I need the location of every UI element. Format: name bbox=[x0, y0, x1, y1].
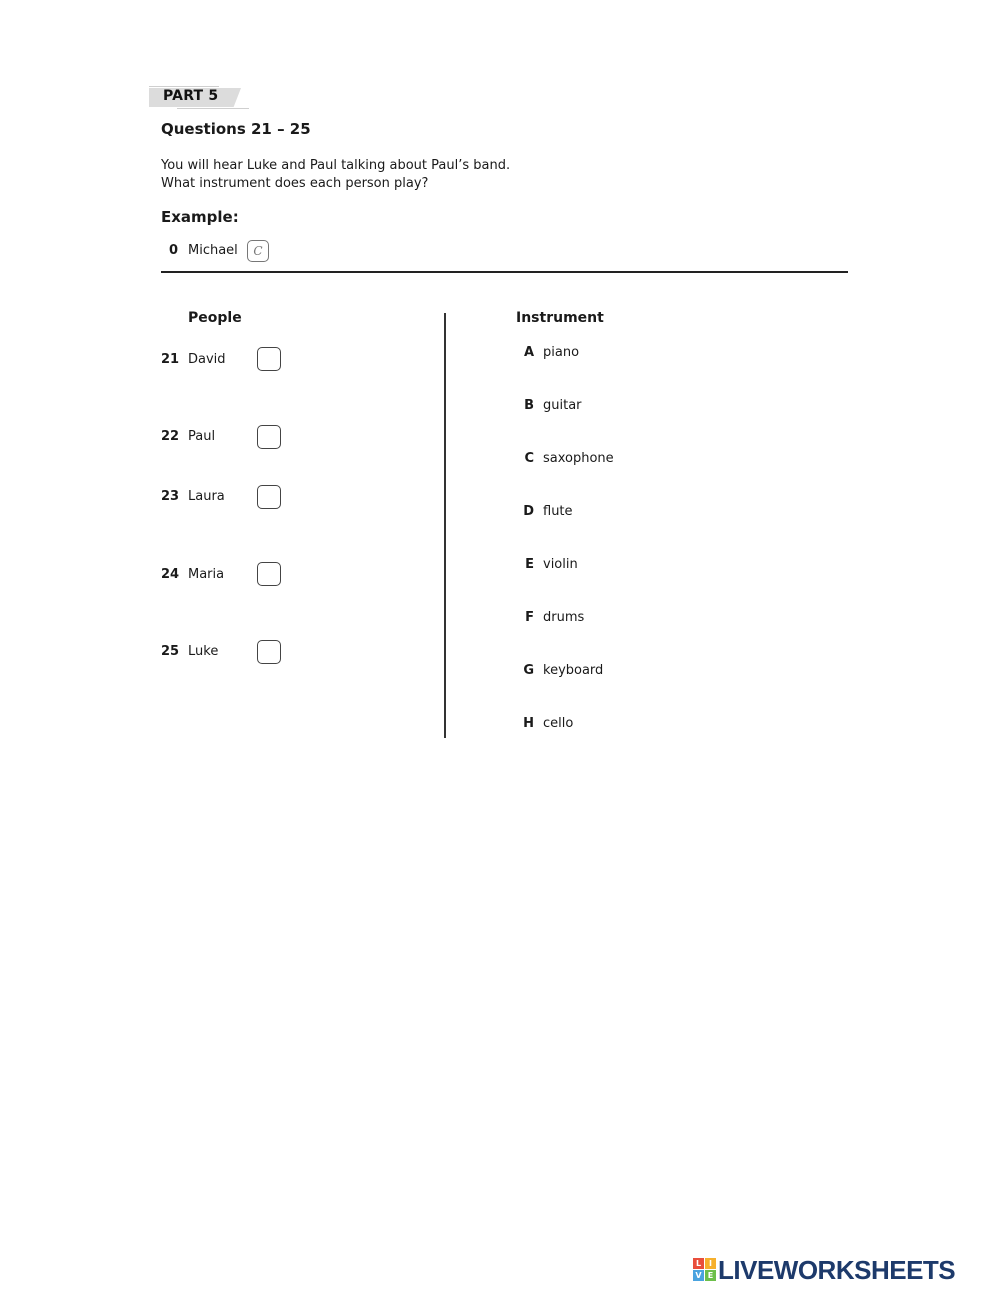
example-label: Example: bbox=[161, 208, 239, 226]
logo-text: LIVEWORKSHEETS bbox=[718, 1255, 956, 1285]
person-name: Luke bbox=[188, 644, 219, 659]
part-banner bbox=[149, 86, 249, 110]
example-number: 0 bbox=[169, 243, 179, 258]
people-header: People bbox=[188, 310, 242, 326]
logo-mark-letter: I bbox=[705, 1258, 716, 1269]
question-number: 23 bbox=[161, 489, 180, 504]
person-name: Maria bbox=[188, 567, 225, 582]
logo-mark-letter: V bbox=[693, 1270, 704, 1281]
example-answer-box: C bbox=[247, 240, 269, 262]
part-label: PART 5 bbox=[163, 88, 219, 104]
instrument-name: saxophone bbox=[543, 451, 614, 466]
instrument-name: flute bbox=[543, 504, 573, 519]
option-letter: G bbox=[523, 663, 534, 678]
option-letter: D bbox=[523, 504, 534, 519]
logo-mark-letter: E bbox=[705, 1270, 716, 1281]
instrument-name: keyboard bbox=[543, 663, 604, 678]
instructions bbox=[161, 157, 510, 193]
option-letter: A bbox=[523, 345, 534, 360]
answer-input-24[interactable] bbox=[257, 562, 281, 586]
instrument-name: guitar bbox=[543, 398, 582, 413]
question-number: 21 bbox=[161, 352, 180, 367]
divider bbox=[149, 86, 219, 87]
person-name: David bbox=[188, 352, 226, 367]
option-letter: B bbox=[524, 398, 534, 413]
option-letter: E bbox=[525, 557, 534, 572]
instruction-line: You will hear Luke and Paul talking about Paul’s band. bbox=[161, 158, 511, 173]
example-name: Michael bbox=[188, 243, 238, 258]
instrument-name: drums bbox=[543, 610, 585, 625]
instrument-name: piano bbox=[543, 345, 580, 360]
question-number: 24 bbox=[161, 567, 180, 582]
option-letter: F bbox=[525, 610, 534, 625]
logo-mark-letter: L bbox=[693, 1258, 704, 1269]
answer-input-23[interactable] bbox=[257, 485, 281, 509]
questions-title: Questions 21 – 25 bbox=[161, 120, 311, 138]
instrument-name: cello bbox=[543, 716, 574, 731]
question-number: 25 bbox=[161, 644, 180, 659]
question-number: 22 bbox=[161, 429, 180, 444]
instrument-header: Instrument bbox=[516, 310, 604, 326]
person-name: Laura bbox=[188, 489, 225, 504]
horizontal-divider bbox=[161, 271, 848, 273]
option-letter: C bbox=[524, 451, 534, 466]
person-name: Paul bbox=[188, 429, 216, 444]
instrument-name: violin bbox=[543, 557, 578, 572]
option-letter: H bbox=[523, 716, 534, 731]
live-logo-icon bbox=[693, 1258, 717, 1282]
answer-input-22[interactable] bbox=[257, 425, 281, 449]
instruction-line: What instrument does each person play? bbox=[161, 176, 429, 191]
column-divider bbox=[444, 313, 446, 738]
divider bbox=[177, 108, 249, 109]
answer-input-25[interactable] bbox=[257, 640, 281, 664]
answer-input-21[interactable] bbox=[257, 347, 281, 371]
